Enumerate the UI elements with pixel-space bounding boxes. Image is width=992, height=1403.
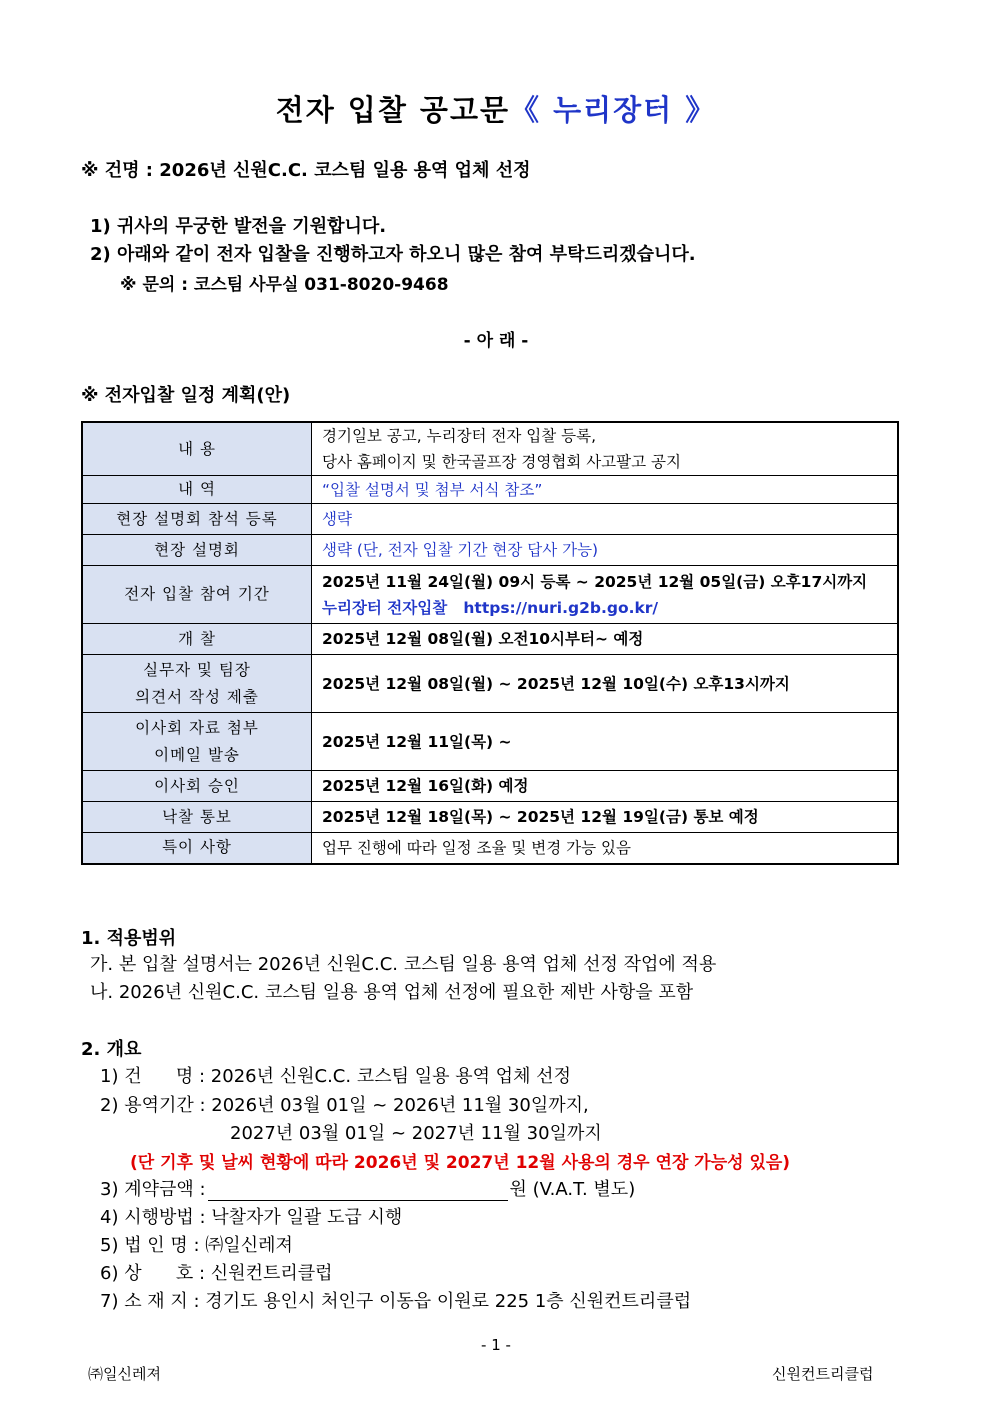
schedule-value xyxy=(312,713,899,771)
section2-item-7: 7) 소 재 지 : 경기도 용인시 처인구 이동읍 이원로 225 1층 신원컨트리클럽 xyxy=(100,1291,692,1312)
schedule-table xyxy=(81,421,899,865)
schedule-value xyxy=(312,504,899,535)
section2-item-6: 6) 상 호 : 신원컨트리클럽 xyxy=(100,1263,333,1284)
schedule-row xyxy=(82,833,898,864)
section1-heading: 1. 적용범위 xyxy=(81,928,177,949)
section2-heading: 2. 개요 xyxy=(81,1039,142,1060)
schedule-heading: ※ 전자입찰 일정 계획(안) xyxy=(81,385,291,406)
section1-item-1: 가. 본 입찰 설명서는 2026년 신원C.C. 코스팀 일용 용역 업체 선정 작업에 적용 xyxy=(90,954,717,975)
schedule-value-line: 누리장터 전자입찰 https://nuri.g2b.go.kr/ xyxy=(322,598,659,617)
schedule-label: 낙찰 통보 xyxy=(82,802,312,833)
footer-right: 신원컨트리클럽 xyxy=(772,1365,874,1383)
title-main: 전자 입찰 공고문 xyxy=(275,93,510,127)
schedule-label: 내 역 xyxy=(82,476,312,504)
schedule-value xyxy=(312,833,899,864)
schedule-label: 실무자 및 팀장 의견서 작성 제출 xyxy=(82,655,312,713)
schedule-value-line: “입찰 설명서 및 첨부 서식 참조” xyxy=(322,480,543,499)
intro-line-1: 1) 귀사의 무궁한 발전을 기원합니다. xyxy=(90,216,387,237)
schedule-value-line: 2025년 12월 08일(월) ~ 2025년 12월 10일(수) 오후13시까지 xyxy=(322,674,790,693)
schedule-value xyxy=(312,566,899,624)
intro-line-2: 2) 아래와 같이 전자 입찰을 진행하고자 하오니 많은 참여 부탁드리겠습니다. xyxy=(90,244,696,265)
schedule-value-line: 2025년 12월 18일(목) ~ 2025년 12월 19일(금) 통보 예정 xyxy=(322,808,759,826)
schedule-value xyxy=(312,771,899,802)
schedule-value xyxy=(312,624,899,655)
schedule-value-line: 2025년 12월 08일(월) 오전10시부터~ 예정 xyxy=(322,630,644,648)
schedule-value xyxy=(312,655,899,713)
schedule-label: 내 용 xyxy=(82,422,312,476)
schedule-value xyxy=(312,535,899,566)
schedule-value xyxy=(312,476,899,504)
schedule-row xyxy=(82,566,898,624)
schedule-value-line: 경기일보 공고, 누리장터 전자 입찰 등록, xyxy=(322,427,597,445)
footer-left: ㈜일신레져 xyxy=(88,1365,161,1383)
section2-item-3 xyxy=(100,1175,635,1201)
schedule-value-line: 2025년 12월 11일(목) ~ xyxy=(322,732,512,751)
section1-item-2: 나. 2026년 신원C.C. 코스팀 일용 용역 업체 선정에 필요한 제반 사항을 포함 xyxy=(90,982,694,1003)
title-open-bracket: 《 xyxy=(509,93,541,127)
section2-note: (단 기후 및 날씨 현황에 따라 2026년 및 2027년 12월 사용의 경우 연장 가능성 있음) xyxy=(130,1153,791,1173)
document-title xyxy=(0,88,992,129)
section2-item-5: 5) 법 인 명 : ㈜일신레져 xyxy=(100,1235,293,1256)
schedule-label: 이사회 자료 첨부 이메일 발송 xyxy=(82,713,312,771)
subject-line: ※ 건명 : 2026년 신원C.C. 코스팀 일용 용역 업체 선정 xyxy=(81,160,531,181)
inquiry-line: ※ 문의 : 코스팀 사무실 031-8020-9468 xyxy=(120,275,449,295)
schedule-row xyxy=(82,713,898,771)
title-highlight: 누리장터 xyxy=(553,93,674,127)
schedule-value-line: 당사 홈페이지 및 한국골프장 경영협회 사고팔고 공지 xyxy=(322,453,681,471)
schedule-label: 이사회 승인 xyxy=(82,771,312,802)
page-number: - 1 - xyxy=(481,1336,511,1354)
schedule-value xyxy=(312,802,899,833)
schedule-row xyxy=(82,655,898,713)
schedule-row xyxy=(82,624,898,655)
schedule-row xyxy=(82,504,898,535)
schedule-row xyxy=(82,771,898,802)
schedule-row xyxy=(82,802,898,833)
schedule-value-line: 업무 진행에 따라 일정 조율 및 변경 가능 있음 xyxy=(322,838,631,857)
title-close-bracket: 》 xyxy=(685,93,717,127)
contract-amount-unit: 원 (V.A.T. 별도) xyxy=(509,1179,636,1200)
schedule-label: 특이 사항 xyxy=(82,833,312,864)
schedule-label: 현장 설명회 xyxy=(82,535,312,566)
schedule-label: 전자 입찰 참여 기간 xyxy=(82,566,312,624)
below-marker: - 아 래 - xyxy=(463,331,529,351)
schedule-label: 현장 설명회 참석 등록 xyxy=(82,504,312,535)
section2-item-2b: 2027년 03월 01일 ~ 2027년 11월 30일까지 xyxy=(230,1123,602,1144)
section2-item-4: 4) 시행방법 : 낙찰자가 일괄 도급 시행 xyxy=(100,1207,403,1228)
contract-amount-blank xyxy=(208,1182,508,1201)
section2-item-2a: 2) 용역기간 : 2026년 03월 01일 ~ 2026년 11월 30일까지, xyxy=(100,1095,589,1116)
schedule-row xyxy=(82,422,898,476)
schedule-row xyxy=(82,476,898,504)
schedule-value xyxy=(312,422,899,476)
schedule-label: 개 찰 xyxy=(82,624,312,655)
schedule-value-line: 생략 (단, 전자 입찰 기간 현장 답사 가능) xyxy=(322,541,599,559)
contract-amount-label: 3) 계약금액 : xyxy=(100,1179,206,1200)
schedule-row xyxy=(82,535,898,566)
schedule-value-line: 생략 xyxy=(322,510,352,528)
schedule-value-line: 2025년 11월 24일(월) 09시 등록 ~ 2025년 12월 05일(금) 오후17시까지 xyxy=(322,572,868,591)
schedule-value-line: 2025년 12월 16일(화) 예정 xyxy=(322,777,529,795)
section2-item-1: 1) 건 명 : 2026년 신원C.C. 코스팀 일용 용역 업체 선정 xyxy=(100,1066,571,1087)
